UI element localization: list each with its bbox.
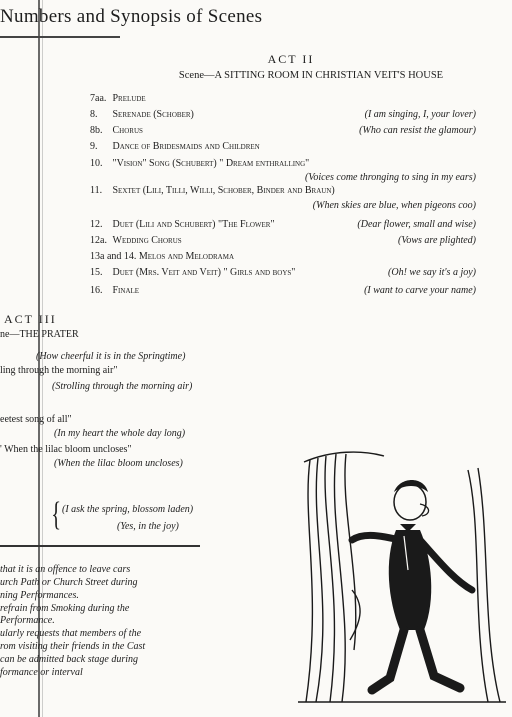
act3-scene: ne—THE PRATER bbox=[0, 329, 79, 340]
item-title: Prelude bbox=[112, 93, 146, 104]
act2-item bbox=[90, 93, 476, 104]
act3-line: (In my heart the whole day long) bbox=[54, 428, 186, 439]
item-lyric: (Dear flower, small and wise) bbox=[357, 219, 476, 230]
item-title: Finale bbox=[112, 285, 140, 296]
curtain-dancer-illustration bbox=[292, 440, 512, 710]
note-line: refrain from Smoking during the bbox=[0, 603, 130, 614]
act3-line: ' When the lilac bloom uncloses" bbox=[0, 444, 132, 455]
dancer-figure bbox=[352, 480, 472, 690]
act3-line: (How cheerful it is in the Springtime) bbox=[36, 351, 186, 362]
item-lyric: (Vows are plighted) bbox=[398, 235, 476, 246]
act3-line: ling through the morning air" bbox=[0, 365, 118, 376]
item-title: Serenade (Schober) bbox=[112, 109, 194, 120]
act2-item bbox=[90, 251, 476, 262]
item-number: 13a and 14. bbox=[90, 251, 137, 262]
act2-item bbox=[90, 285, 476, 296]
item-title: "Vision" Song (Schubert) " Dream enthralling" bbox=[112, 158, 310, 169]
note-line: ning Performances. bbox=[0, 590, 79, 601]
item-title: Dance of Bridesmaids and Children bbox=[112, 141, 260, 152]
item-number: 12. bbox=[90, 219, 103, 230]
act3-heading: ACT III bbox=[4, 312, 57, 326]
item-title: Duet (Lili and Schubert) "The Flower" bbox=[112, 219, 275, 230]
item-title: Chorus bbox=[112, 125, 143, 136]
act2-item bbox=[90, 219, 476, 230]
note-line: ularly requests that members of the bbox=[0, 628, 142, 639]
notes-rule bbox=[0, 545, 200, 547]
act2-item bbox=[90, 158, 476, 169]
act3-line: (Yes, in the joy) bbox=[117, 521, 179, 532]
item-number: 11. bbox=[90, 185, 103, 196]
item-lyric: (Oh! we say it's a joy) bbox=[388, 267, 476, 278]
note-line: rom visiting their friends in the Cast bbox=[0, 641, 146, 652]
note-line: that it is an offence to leave cars bbox=[0, 564, 131, 575]
act2-heading: ACT II bbox=[267, 52, 315, 66]
item-title: Sextet (Lili, Tilli, Willi, Schober, Binder and Braun) bbox=[112, 185, 335, 196]
item-lyric: (Who can resist the glamour) bbox=[359, 125, 476, 136]
act3-line: (When the lilac bloom uncloses) bbox=[54, 458, 183, 469]
note-line: urch Path or Church Street during bbox=[0, 577, 138, 588]
act2-item bbox=[90, 141, 476, 152]
item-title: Duet (Mrs. Veit and Veit) " Girls and boys" bbox=[112, 267, 296, 278]
item-title: Melos and Melodrama bbox=[138, 251, 235, 262]
item-title: Wedding Chorus bbox=[112, 235, 182, 246]
item-number: 9. bbox=[90, 141, 98, 152]
act3-line: (I ask the spring, blossom laden) bbox=[62, 504, 194, 515]
item-lyric: (I am singing, I, your lover) bbox=[364, 109, 476, 120]
note-line: Performance. bbox=[0, 615, 55, 626]
act2-scene: Scene—A SITTING ROOM IN CHRISTIAN VEIT'S HOUSE bbox=[178, 70, 444, 81]
note-line: can be admitted back stage during bbox=[0, 654, 139, 665]
item-number: 15. bbox=[90, 267, 103, 278]
act3-line: (Strolling through the morning air) bbox=[52, 381, 193, 392]
note-line: formance or interval bbox=[0, 667, 83, 678]
item-lyric-sub: (Voices come thronging to sing in my ears) bbox=[305, 172, 476, 183]
title-rule bbox=[0, 36, 120, 38]
act2-item bbox=[90, 125, 476, 136]
item-number: 8b. bbox=[90, 125, 103, 136]
item-number: 16. bbox=[90, 285, 103, 296]
item-number: 10. bbox=[90, 158, 103, 169]
act2-item bbox=[90, 109, 476, 120]
item-number: 12a. bbox=[90, 235, 107, 246]
act2-item bbox=[90, 235, 476, 246]
brace-mark: { bbox=[51, 496, 62, 533]
item-lyric: (I want to carve your name) bbox=[364, 285, 476, 296]
item-number: 8. bbox=[90, 109, 98, 120]
act3-line: eetest song of all" bbox=[0, 414, 72, 425]
item-lyric-sub: (When skies are blue, when pigeons coo) bbox=[312, 200, 476, 211]
page-title: Numbers and Synopsis of Scenes bbox=[0, 6, 263, 27]
act2-item bbox=[90, 267, 476, 278]
act2-item bbox=[90, 185, 476, 196]
item-number: 7aa. bbox=[90, 93, 107, 104]
